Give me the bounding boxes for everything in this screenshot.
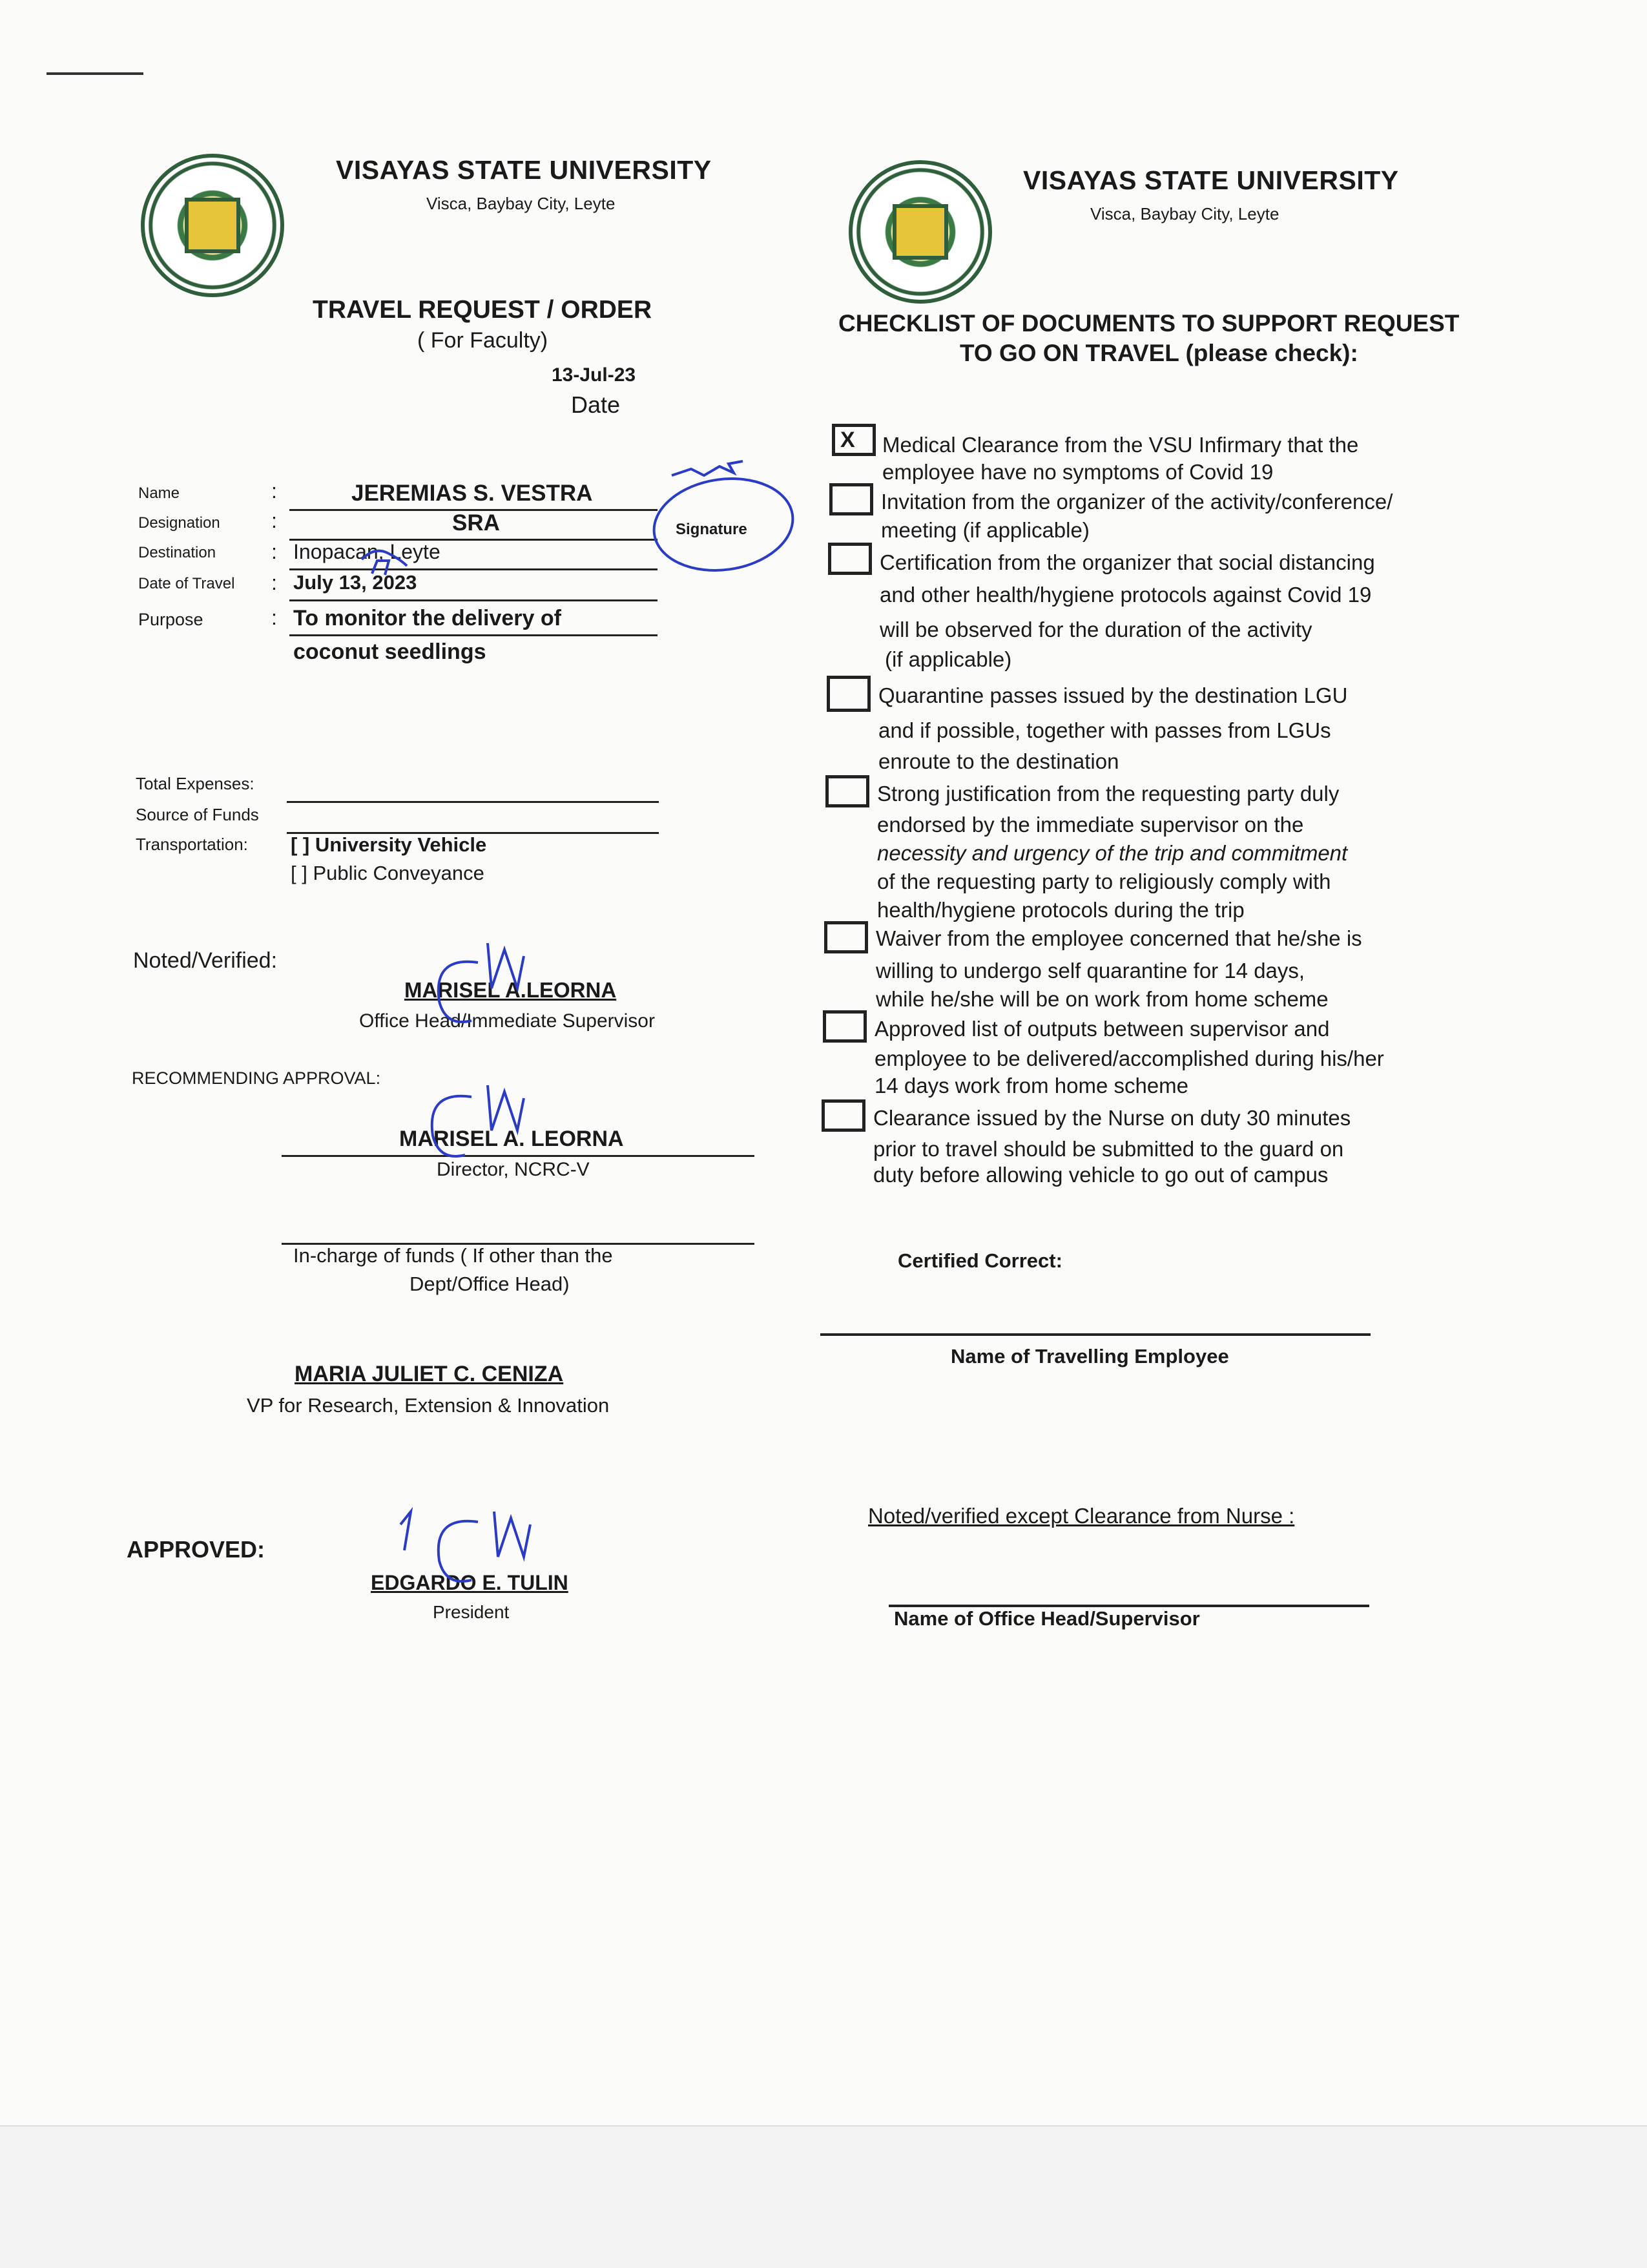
recommending-name: MARISEL A. LEORNA: [399, 1127, 624, 1151]
recommending-role: Director, NCRC-V: [437, 1159, 590, 1180]
item-8-line-2: prior to travel should be submitted to the guard on: [873, 1137, 1344, 1161]
item-3-line-1: Certification from the organizer that social distancing: [880, 550, 1375, 574]
designation-value: SRA: [452, 510, 500, 536]
president-name: EDGARDO E. TULIN: [371, 1571, 568, 1594]
vp-name: MARIA JULIET C. CENIZA: [295, 1362, 564, 1386]
university-name: VISAYAS STATE UNIVERSITY: [336, 155, 712, 185]
item-8-line-1: Clearance issued by the Nurse on duty 30 minutes: [873, 1106, 1351, 1130]
certified-correct-label: Certified Correct:: [898, 1249, 1062, 1272]
date-value: 13-Jul-23: [552, 364, 636, 386]
recommending-label: RECOMMENDING APPROVAL:: [132, 1068, 381, 1088]
vp-role: VP for Research, Extension & Innovation: [247, 1394, 610, 1417]
source-of-funds-label: Source of Funds: [136, 805, 259, 824]
page-edge: [0, 2125, 1647, 2268]
item-8-line-3: duty before allowing vehicle to go out of campus: [873, 1163, 1329, 1187]
item-4-line-1: Quarantine passes issued by the destination LGU: [878, 683, 1348, 707]
checkbox-medical-clearance[interactable]: X: [832, 424, 876, 456]
colon-purpose: :: [271, 606, 277, 629]
form-title: TRAVEL REQUEST / ORDER: [313, 296, 652, 324]
noted-name: MARISEL A.LEORNA: [404, 978, 617, 1002]
approved-label: APPROVED:: [127, 1536, 265, 1563]
noted-verified-label: Noted/Verified:: [133, 948, 278, 973]
item-7-line-2: employee to be delivered/accomplished during his/her: [875, 1046, 1384, 1070]
colon-date: :: [271, 571, 277, 594]
destination-label: Destination: [138, 544, 216, 561]
destination-value: Inopacan, Leyte: [293, 540, 440, 563]
university-address: Visca, Baybay City, Leyte: [426, 194, 616, 213]
item-6-line-1: Waiver from the employee concerned that he/she is: [876, 926, 1362, 950]
form-subtitle: ( For Faculty): [417, 328, 548, 353]
office-head-label: Name of Office Head/Supervisor: [894, 1607, 1200, 1630]
item-3-line-4: (if applicable): [885, 647, 1012, 671]
noted-role: Office Head/Immediate Supervisor: [359, 1010, 655, 1032]
colon-destination: :: [271, 540, 277, 563]
name-value: JEREMIAS S. VESTRA: [351, 481, 593, 506]
colon-name: :: [271, 479, 277, 503]
date-of-travel-value: July 13, 2023: [293, 571, 417, 594]
designation-label: Designation: [138, 514, 220, 532]
checklist-title-2: TO GO ON TRAVEL (please check):: [960, 340, 1358, 366]
total-expenses-label: Total Expenses:: [136, 774, 254, 793]
name-label: Name: [138, 484, 180, 502]
item-1-line-2: employee have no symptoms of Covid 19: [882, 460, 1274, 484]
item-3-line-2: and other health/hygiene protocols against Covid 19: [880, 583, 1372, 607]
item-2-line-1: Invitation from the organizer of the activity/conference/: [881, 490, 1393, 514]
purpose-label: Purpose: [138, 610, 203, 629]
university-vehicle-option[interactable]: [ ] University Vehicle: [291, 833, 487, 856]
signature-label: Signature: [676, 521, 747, 538]
item-3-line-3: will be observed for the duration of the activity: [880, 618, 1312, 641]
president-role: President: [433, 1602, 510, 1622]
funds-line1: In-charge of funds ( If other than the: [293, 1244, 613, 1267]
item-4-line-2: and if possible, together with passes from LGUs: [878, 718, 1331, 742]
item-6-line-2: willing to undergo self quarantine for 14 days,: [876, 959, 1305, 983]
item-5-line-1: Strong justification from the requesting party duly: [877, 782, 1340, 806]
colon-designation: :: [271, 509, 277, 532]
funds-line2: Dept/Office Head): [409, 1273, 570, 1295]
checklist-title-1: CHECKLIST OF DOCUMENTS TO SUPPORT REQUEST: [838, 310, 1460, 337]
noted-except-label: Noted/verified except Clearance from Nurse :: [868, 1504, 1295, 1528]
item-4-line-3: enroute to the destination: [878, 749, 1119, 773]
item-5-line-2: endorsed by the immediate supervisor on the: [877, 813, 1304, 837]
item-7-line-3: 14 days work from home scheme: [875, 1074, 1189, 1098]
purpose-value-line2: coconut seedlings: [293, 640, 486, 664]
public-conveyance-option[interactable]: [ ] Public Conveyance: [291, 862, 484, 884]
item-7-line-1: Approved list of outputs between supervisor and: [875, 1017, 1330, 1041]
purpose-value-line1: To monitor the delivery of: [293, 606, 561, 630]
item-5-line-4: of the requesting party to religiously comply with: [877, 869, 1331, 893]
item-2-line-2: meeting (if applicable): [881, 518, 1090, 542]
university-name-right: VISAYAS STATE UNIVERSITY: [1023, 165, 1399, 195]
date-label: Date: [571, 391, 621, 418]
university-address-right: Visca, Baybay City, Leyte: [1090, 204, 1279, 224]
traveller-name-label: Name of Travelling Employee: [951, 1345, 1229, 1368]
item-6-line-3: while he/she will be on work from home scheme: [876, 987, 1329, 1011]
item-5-line-5: health/hygiene protocols during the trip: [877, 898, 1245, 922]
transportation-label: Transportation:: [136, 835, 248, 854]
date-of-travel-label: Date of Travel: [138, 575, 235, 592]
item-1-line-1: Medical Clearance from the VSU Infirmary that the: [882, 433, 1359, 457]
item-5-line-3: necessity and urgency of the trip and commitment: [877, 841, 1348, 865]
